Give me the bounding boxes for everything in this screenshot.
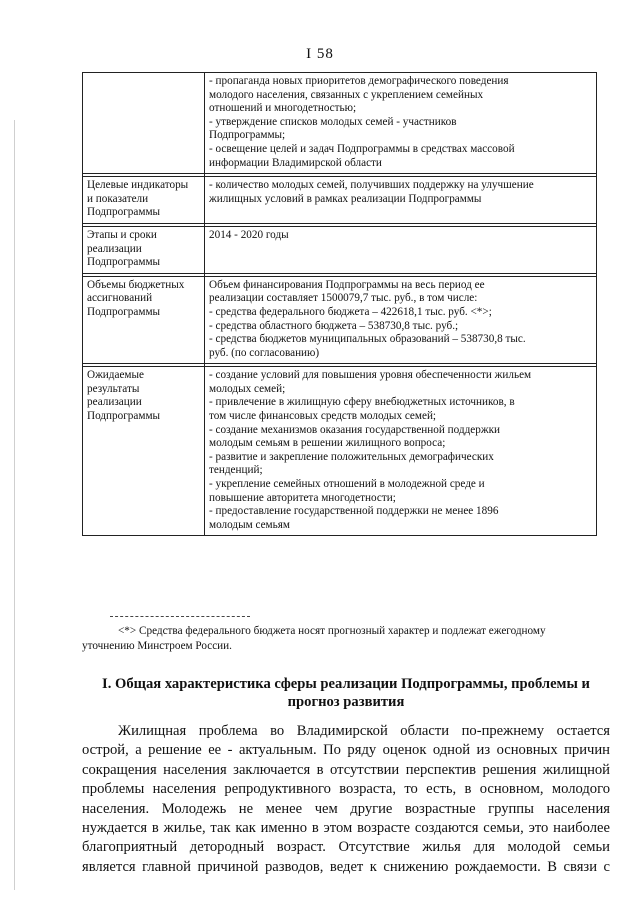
label-line: результаты	[87, 382, 140, 395]
content-line: молодых семей;	[209, 382, 286, 395]
content-line: информации Владимирской области	[209, 156, 382, 169]
content-line: молодым семьям	[209, 518, 290, 531]
content-line: - предоставление государственной поддержки не менее 1896	[209, 505, 499, 518]
content-line: - средства федерального бюджета – 422618,1 тыс. руб. <*>;	[209, 305, 492, 318]
label-line: реализации	[87, 242, 142, 255]
content-line: - количество молодых семей, получивших поддержку на улучшение	[209, 179, 534, 192]
content-line: Подпрограммы;	[209, 129, 286, 142]
content-line: - средства бюджетов муниципальных образований – 538730,8 тыс.	[209, 333, 526, 346]
content-line: реализации составляет 1500079,7 тыс. руб., в том числе:	[209, 292, 478, 305]
paragraph-line: населения. Молодежь не менее чем другие возрастные группы населения	[82, 800, 610, 817]
table-row	[83, 73, 597, 174]
paragraph-line: проблемы населения репродуктивного возраста, то есть, в основном, молодого	[82, 781, 610, 798]
label-line: Подпрограммы	[87, 410, 161, 423]
body-paragraph	[82, 722, 610, 877]
label-line: реализации	[87, 396, 142, 409]
footnote-line: <*> Средства федерального бюджета носят прогнозный характер и подлежат ежегодному	[118, 625, 546, 637]
table-row	[83, 177, 597, 224]
content-line: - утверждение списков молодых семей - участников	[209, 115, 457, 128]
content-line: Объем финансирования Подпрограммы на весь период ее	[209, 278, 485, 291]
table-row	[83, 276, 597, 364]
content-line: отношений и многодетностью;	[209, 102, 357, 115]
row-content-stages	[205, 226, 597, 273]
content-line: - пропаганда новых приоритетов демографического поведения	[209, 75, 509, 87]
row-label-empty	[83, 73, 205, 174]
footnote-line: уточнению Минстроем России.	[82, 640, 232, 652]
row-content-results	[205, 367, 597, 536]
content-line: 2014 - 2020 годы	[209, 228, 289, 241]
paragraph-line: является главной причиной разводов, ведет к снижению рождаемости. В связи с	[82, 858, 610, 875]
content-line: тенденций;	[209, 464, 263, 477]
content-line: - создание условий для повышения уровня обеспеченности жильем	[209, 369, 532, 382]
content-line: - освещение целей и задач Подпрограммы в средствах массовой	[209, 142, 515, 155]
content-line: том числе финансовых средств молодых семей;	[209, 410, 437, 423]
label-line: Ожидаемые	[87, 369, 144, 382]
content-line: - средства областного бюджета – 538730,8 тыс. руб.;	[209, 319, 459, 332]
heading-line: прогноз развития	[287, 694, 405, 710]
content-line: - развитие и закрепление положительных демографических	[209, 450, 494, 463]
section-heading	[82, 675, 610, 711]
row-label-stages	[83, 226, 205, 273]
label-line: и показатели	[87, 192, 149, 205]
label-line: Объемы бюджетных	[87, 278, 185, 291]
content-line: - укрепление семейных отношений в молодежной среде и	[209, 478, 485, 491]
content-line: молодым семьям в решении жилищного вопроса;	[209, 437, 446, 450]
heading-line: I. Общая характеристика сферы реализации Подпрограммы, проблемы и	[102, 676, 590, 692]
paragraph-line: Жилищная проблема во Владимирской области по-прежнему остается	[118, 723, 610, 739]
table-row	[83, 226, 597, 273]
row-label-indicators	[83, 177, 205, 224]
label-line: Подпрограммы	[87, 206, 161, 219]
label-line: Этапы и сроки	[87, 228, 157, 241]
label-line: ассигнований	[87, 292, 153, 305]
row-content-budget	[205, 276, 597, 364]
table-row	[83, 367, 597, 536]
paragraph-line: острой, а решение ее - актуальным. По ряду оценок одной из основных причин	[82, 742, 610, 759]
paragraph-line: благоприятный детородный возраст. Отсутствие жилья для молодой семьи	[82, 839, 610, 856]
row-content-propaganda	[205, 73, 597, 174]
footnote-divider	[110, 616, 250, 617]
page-number: I 58	[306, 46, 334, 62]
subprogram-passport-table	[82, 72, 597, 536]
content-line: - привлечение в жилищную сферу внебюджетных источников, в	[209, 396, 515, 409]
content-line: руб. (по согласованию)	[209, 346, 320, 359]
label-line: Целевые индикаторы	[87, 179, 189, 192]
label-line: Подпрограммы	[87, 305, 161, 318]
content-line: - создание механизмов оказания государственной поддержки	[209, 423, 500, 436]
label-line: Подпрограммы	[87, 256, 161, 269]
row-label-budget	[83, 276, 205, 364]
content-line: жилищных условий в рамках реализации Подпрограммы	[209, 192, 482, 205]
row-label-results	[83, 367, 205, 536]
paragraph-line: нуждается в жилье, так как именно в этом возрасте создаются семьи, это наиболее	[82, 820, 610, 837]
row-content-indicators	[205, 177, 597, 224]
scan-margin-line	[14, 120, 15, 890]
footnote	[82, 624, 610, 654]
paragraph-line: сокращения населения заключается в отсутствии перспектив решения жилищной	[82, 761, 610, 778]
content-line: молодого населения, связанных с укреплением семейных	[209, 88, 484, 101]
content-line: повышение авторитета многодетности;	[209, 491, 396, 504]
